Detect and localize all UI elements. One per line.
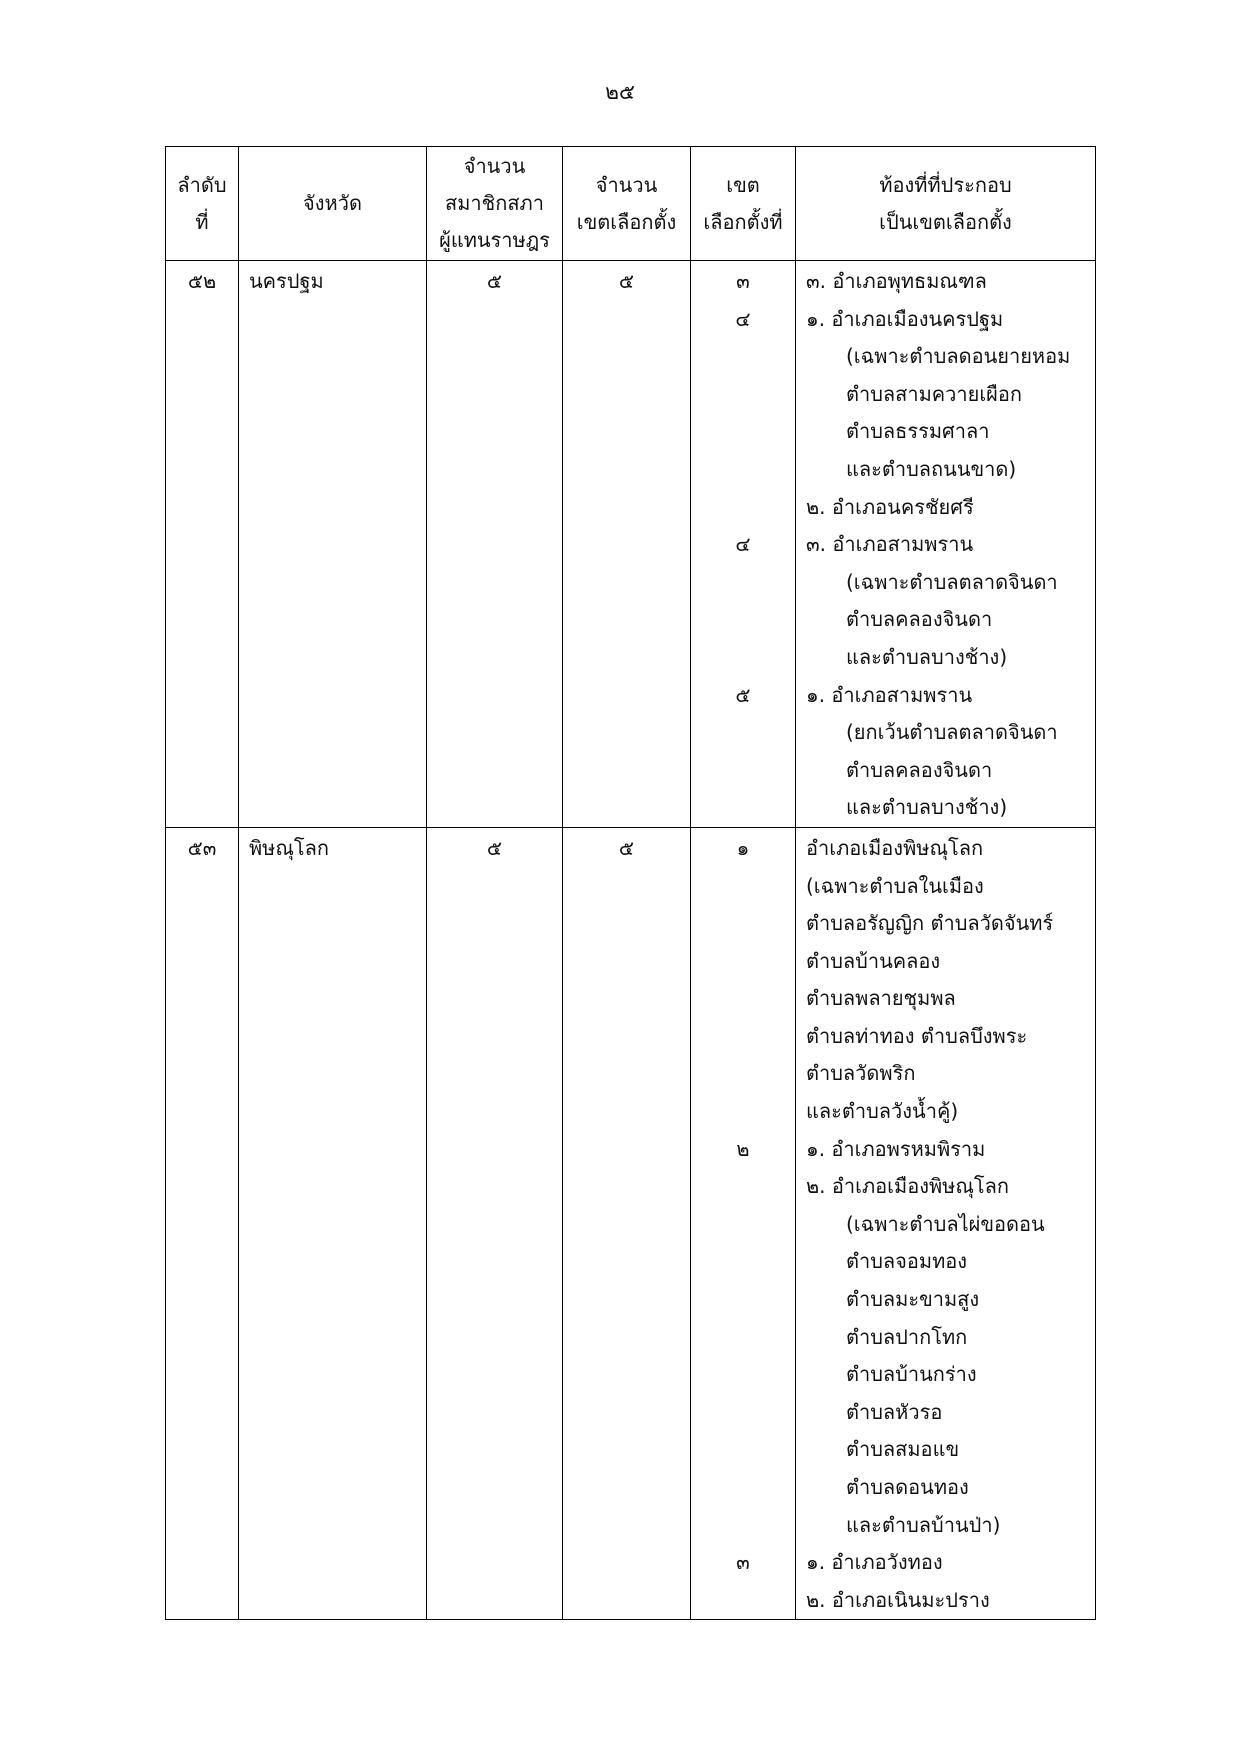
district-number (691, 1582, 795, 1620)
page-number: ๒๕ (605, 80, 635, 104)
area-line: อำเภอเมืองพิษณุโลก (806, 835, 984, 860)
district-number (691, 1394, 795, 1432)
header-line: จังหวัด (303, 191, 362, 215)
area-line: ตำบลวัดพริก (806, 1061, 916, 1086)
header-line: เขต (726, 172, 760, 197)
table-row (166, 827, 1096, 1619)
header-seq (166, 147, 239, 261)
district-number (691, 451, 795, 489)
province-name: พิษณุโลก (249, 835, 330, 860)
mps-value: ๕ (486, 835, 503, 860)
district-number (691, 1168, 795, 1206)
area-line: ๑. อำเภอพรหมพิราม (806, 1136, 986, 1161)
district-number: ๕ (735, 682, 751, 707)
header-line: ที่ (195, 209, 209, 234)
mps-value: ๕ (486, 269, 503, 293)
header-line: เลือกตั้งที่ (703, 209, 783, 234)
district-number: ๔ (735, 532, 751, 557)
district-number (691, 980, 795, 1018)
district-number (691, 489, 795, 527)
area-line: ตำบลธรรมศาลา (846, 419, 990, 444)
area-line: ๓. อำเภอสามพราน (806, 532, 974, 557)
district-number: ๑ (736, 835, 750, 860)
header-mps (427, 147, 563, 261)
seq-value: ๕๓ (187, 835, 217, 860)
election-district-table (165, 146, 1096, 1620)
area-line: ตำบลพลายชุมพล (806, 986, 956, 1011)
area-line: ตำบลอรัญญิก ตำบลวัดจันทร์ (806, 911, 1054, 936)
districts-value: ๕ (618, 269, 635, 293)
area-line: (ยกเว้นตำบลตลาดจินดา (846, 720, 1058, 745)
area-line: ตำบลมะขามสูง (846, 1287, 980, 1312)
district-number (691, 376, 795, 414)
district-number (691, 752, 795, 790)
table-row (166, 261, 1096, 828)
header-row (166, 147, 1096, 261)
district-number: ๓ (736, 1550, 750, 1575)
district-number (691, 1319, 795, 1357)
district-number (691, 789, 795, 827)
area-line: ๒. อำเภอนครชัยศรี (806, 494, 974, 519)
district-number (691, 943, 795, 981)
district-number (691, 1093, 795, 1131)
area-line: ตำบลปากโทก (846, 1324, 968, 1349)
district-number (691, 905, 795, 943)
districts-cell (563, 261, 691, 828)
province-cell (239, 261, 427, 828)
district-no-cell (691, 261, 796, 828)
mps-cell (427, 261, 563, 828)
district-number (691, 1243, 795, 1281)
area-line: ตำบลหัวรอ (846, 1399, 943, 1424)
area-line: ๒. อำเภอเนินมะปราง (806, 1587, 990, 1612)
district-number (691, 1431, 795, 1469)
district-number (691, 601, 795, 639)
district-number (691, 413, 795, 451)
province-cell (239, 827, 427, 1619)
header-line: จำนวน (595, 172, 658, 197)
area-line: ตำบลคลองจินดา (846, 757, 993, 782)
area-line: และตำบลบางช้าง) (846, 644, 1008, 669)
area-line: (เฉพาะตำบลตลาดจินดา (846, 569, 1058, 594)
districts-cell (563, 827, 691, 1619)
areas-list (796, 261, 1095, 827)
mps-cell (427, 827, 563, 1619)
area-line: ตำบลบ้านกร่าง (846, 1362, 977, 1387)
area-line: ๒. อำเภอเมืองพิษณุโลก (806, 1174, 1009, 1199)
header-areas (796, 147, 1096, 261)
area-line: ๑. อำเภอเมืองนครปฐม (806, 306, 1004, 331)
district-no-list (691, 828, 795, 1619)
district-number: ๔ (735, 306, 751, 331)
district-number (691, 639, 795, 677)
district-number (691, 338, 795, 376)
district-number (691, 1356, 795, 1394)
area-line: ๓. อำเภอพุทธมณฑล (806, 269, 987, 293)
header-province (239, 147, 427, 261)
seq-value: ๕๒ (187, 269, 217, 293)
district-number (691, 1206, 795, 1244)
header-line: ท้องที่ที่ประกอบ (879, 172, 1012, 197)
area-line: ตำบลคลองจินดา (846, 607, 993, 632)
area-line: และตำบลบ้านป่า) (846, 1512, 1001, 1537)
district-number: ๓ (736, 269, 750, 293)
province-name: นครปฐม (249, 269, 324, 293)
district-number (691, 1507, 795, 1545)
districts-value: ๕ (618, 835, 635, 860)
areas-cell (796, 261, 1096, 828)
district-no-cell (691, 827, 796, 1619)
district-number: ๒ (736, 1136, 750, 1161)
area-line: ๑. อำเภอสามพราน (806, 682, 973, 707)
header-line: จำนวน (463, 154, 526, 178)
seq-cell (166, 261, 239, 828)
area-line: (เฉพาะตำบลดอนยายหอม (846, 344, 1071, 369)
district-number (691, 868, 795, 906)
area-line: ๑. อำเภอวังทอง (806, 1550, 943, 1575)
seq-cell (166, 827, 239, 1619)
header-line: ลำดับ (177, 172, 227, 197)
area-line: ตำบลจอมทอง (846, 1249, 968, 1274)
area-line: ตำบลดอนทอง (846, 1475, 969, 1499)
area-line: และตำบลถนนขาด) (846, 456, 1017, 481)
header-districts (563, 147, 691, 261)
district-no-list (691, 261, 795, 827)
areas-cell (796, 827, 1096, 1619)
area-line: ตำบลสมอแข (846, 1437, 960, 1462)
district-number (691, 714, 795, 752)
area-line: ตำบลสามควายเผือก (846, 381, 1023, 406)
area-line: และตำบลบางช้าง) (846, 795, 1008, 820)
header-line: เขตเลือกตั้ง (576, 209, 677, 234)
district-number (691, 1055, 795, 1093)
header-line: เป็นเขตเลือกตั้ง (879, 209, 1012, 234)
district-number (691, 564, 795, 602)
header-district-no (691, 147, 796, 261)
area-line: (เฉพาะตำบลในเมือง (806, 873, 984, 898)
district-number (691, 1469, 795, 1507)
district-number (691, 1018, 795, 1056)
header-line: สมาชิกสภา (445, 191, 544, 215)
area-line: และตำบลวังน้ำคู้) (806, 1099, 959, 1124)
district-number (691, 1281, 795, 1319)
area-line: (เฉพาะตำบลไผ่ขอดอน (846, 1211, 1045, 1236)
header-line: ผู้แทนราษฎร (439, 228, 550, 252)
areas-list (796, 828, 1095, 1619)
area-line: ตำบลท่าทอง ตำบลบึงพระ (806, 1023, 1028, 1048)
area-line: ตำบลบ้านคลอง (806, 948, 941, 973)
